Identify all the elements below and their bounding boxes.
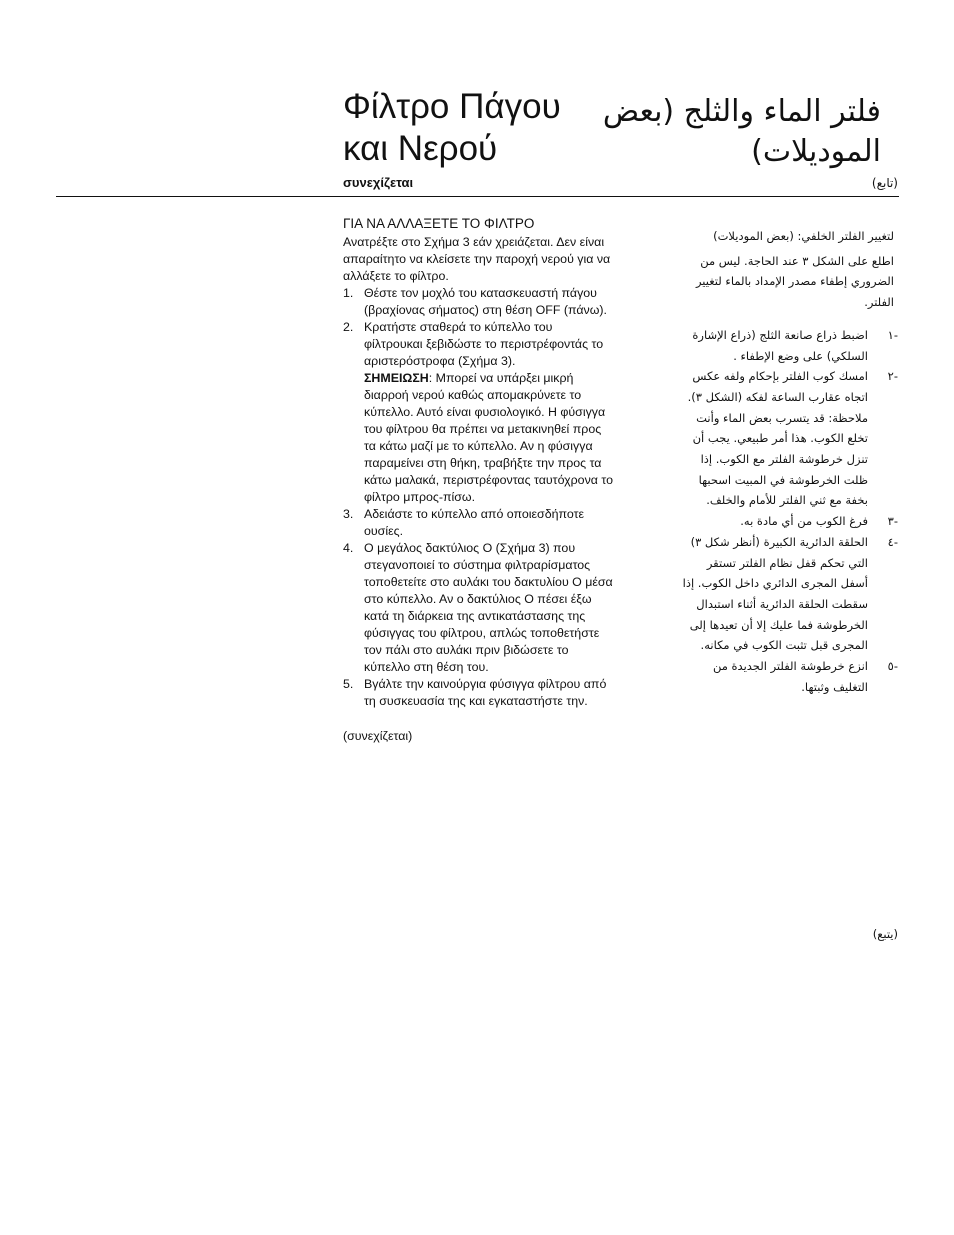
arabic-subtitle: (تابع) xyxy=(871,176,898,190)
greek-intro-text: Ανατρέξτε στο Σχήμα 3 εάν χρειάζεται. Δεν είναι απαραίτητο να κλείσετε την παροχή νερού για να αλλάξετε το φίλτρο. xyxy=(343,235,611,283)
greek-step xyxy=(343,285,613,319)
greek-subtitle: συνεχίζεται xyxy=(343,175,414,190)
greek-step-text: Ο μεγάλος δακτύλιος O (Σχήμα 3) που στεγανοποιεί το σύστημα φιλτραρίσματος τοποθετείτε στο αυλάκι του δακτυλίου O μέσα στο κύπελλο. Αν ο δακτύλιος O πέσει έξω κατά τη διάρκεια της αντικατάστασης της φύσιγγας του φίλτρου, απλώς τοποθετήστε τον πάλι στο αυλάκι πριν βιδώσετε το κύπελλο στη θέση του. xyxy=(364,541,613,674)
arabic-step xyxy=(680,532,898,656)
greek-continued-note: (συνεχίζεται) xyxy=(343,729,413,743)
arabic-step-number: -٥ xyxy=(887,659,898,674)
greek-note-text: : Μπορεί να υπάρξει μικρή διαρροή νερού καθώς απομακρύνετε το κύπελλο. Αυτό είναι φυσιολογικό. Η φύσιγγα του φίλτρου θα πρέπει να μετακινηθεί προς τα κάτω μαζί με το κύπελλο. Αν η φύσιγγα παραμείνει στη θήκη, τραβήξτε την προς τα κάτω μαλακά, περιστρέφοντας ταυτόχρονα το φίλτρο μπρος-πίσω. xyxy=(364,371,613,504)
greek-step xyxy=(343,540,613,676)
greek-step-number: 1. xyxy=(343,286,354,300)
arabic-step xyxy=(680,325,898,366)
arabic-column xyxy=(680,226,898,697)
arabic-step-text: اضبط ذراع صانعة الثلج (ذراع الإشارة السلكي) على وضع الإطفاء . xyxy=(692,327,868,363)
greek-step xyxy=(343,676,613,710)
arabic-page-title: فلتر الماء والثلج (بعض الموديلات) xyxy=(602,94,881,169)
arabic-step xyxy=(680,656,898,697)
greek-note-label: ΣΗΜΕΙΩΣΗ xyxy=(364,371,429,385)
arabic-step-text: انزع خرطوشة الفلتر الجديدة من التغليف وثبتها. xyxy=(712,659,868,694)
arabic-step-text: الحلقة الدائرية الكبيرة (أنظر شكل ٣) التي تحكم قفل نظام الفلتر تستقر أسفل المجرى الدائري داخل الكوب. إذا سقطت الحلقة الدائرية أثناء استبدال الخرطوشة فما عليك إلا أن تعيدها إلى المجرى قبل تثبت الكوب في مكانه. xyxy=(682,534,868,653)
greek-steps-list xyxy=(343,285,613,710)
greek-step-text: Βγάλτε την καινούργια φύσιγγα φίλτρου από τη συσκευασία της και εγκαταστήστε την. xyxy=(364,677,607,708)
greek-step-number: 2. xyxy=(343,320,354,334)
greek-column xyxy=(343,215,613,745)
greek-step-text: Κρατήστε σταθερά το κύπελλο του φίλτρουκαι ξεβιδώστε το περιστρέφοντάς το αριστερόστροφα (Σχήμα 3). xyxy=(364,320,604,368)
greek-step xyxy=(343,319,613,506)
arabic-step-number: -٤ xyxy=(887,534,898,549)
arabic-step-number: -٣ xyxy=(887,514,898,529)
arabic-step xyxy=(680,511,898,532)
arabic-step xyxy=(680,366,898,511)
arabic-section-heading: لتغيير الفلتر الخلفي: (بعض الموديلات) xyxy=(713,229,894,243)
greek-section-heading: ΓΙΑ ΝΑ ΑΛΛΑΞΕΤΕ ΤΟ ΦΙΛΤΡΟ xyxy=(343,216,535,231)
greek-step-number: 4. xyxy=(343,541,354,555)
arabic-step-number: -١ xyxy=(887,327,898,342)
arabic-intro-text: اطلع على الشكل ٣ عند الحاجة. ليس من الضروري إطفاء مصدر الإمداد بالماء لتغيير الفلتر. xyxy=(695,253,894,310)
arabic-continued-note: (يتبع) xyxy=(872,927,898,941)
header-divider xyxy=(56,196,899,197)
arabic-step-text: فرغ الكوب من أي مادة به. xyxy=(740,514,868,529)
greek-step-text: Θέστε τον μοχλό του κατασκευαστή πάγου (βραχίονας σήματος) στη θέση OFF (πάνω). xyxy=(364,286,607,317)
arabic-step-text: امسك كوب الفلتر بإحكام ولفه عكس اتجاه عقارب الساعة لفكه (الشكل ٣). ملاحظة: قد يتسرب بعض الماء وأنت تخلع الكوب. هذا أمر طبيعي. يجب أن تنزل خرطوشة الفلتر مع الكوب. إذا ظلت الخرطوشة في المبيت اسحبها بخفة مع ثني الفلتر للأمام والخلف. xyxy=(687,369,868,508)
arabic-step-number: -٢ xyxy=(887,369,898,384)
greek-step-number: 3. xyxy=(343,507,354,521)
greek-step-text: Αδειάστε το κύπελλο από οποιεσδήποτε ουσίες. xyxy=(364,507,584,538)
greek-step-number: 5. xyxy=(343,677,354,691)
greek-step xyxy=(343,506,613,540)
greek-page-title: Φίλτρο Πάγου και Νερού xyxy=(343,87,561,168)
arabic-steps-list xyxy=(680,325,898,698)
